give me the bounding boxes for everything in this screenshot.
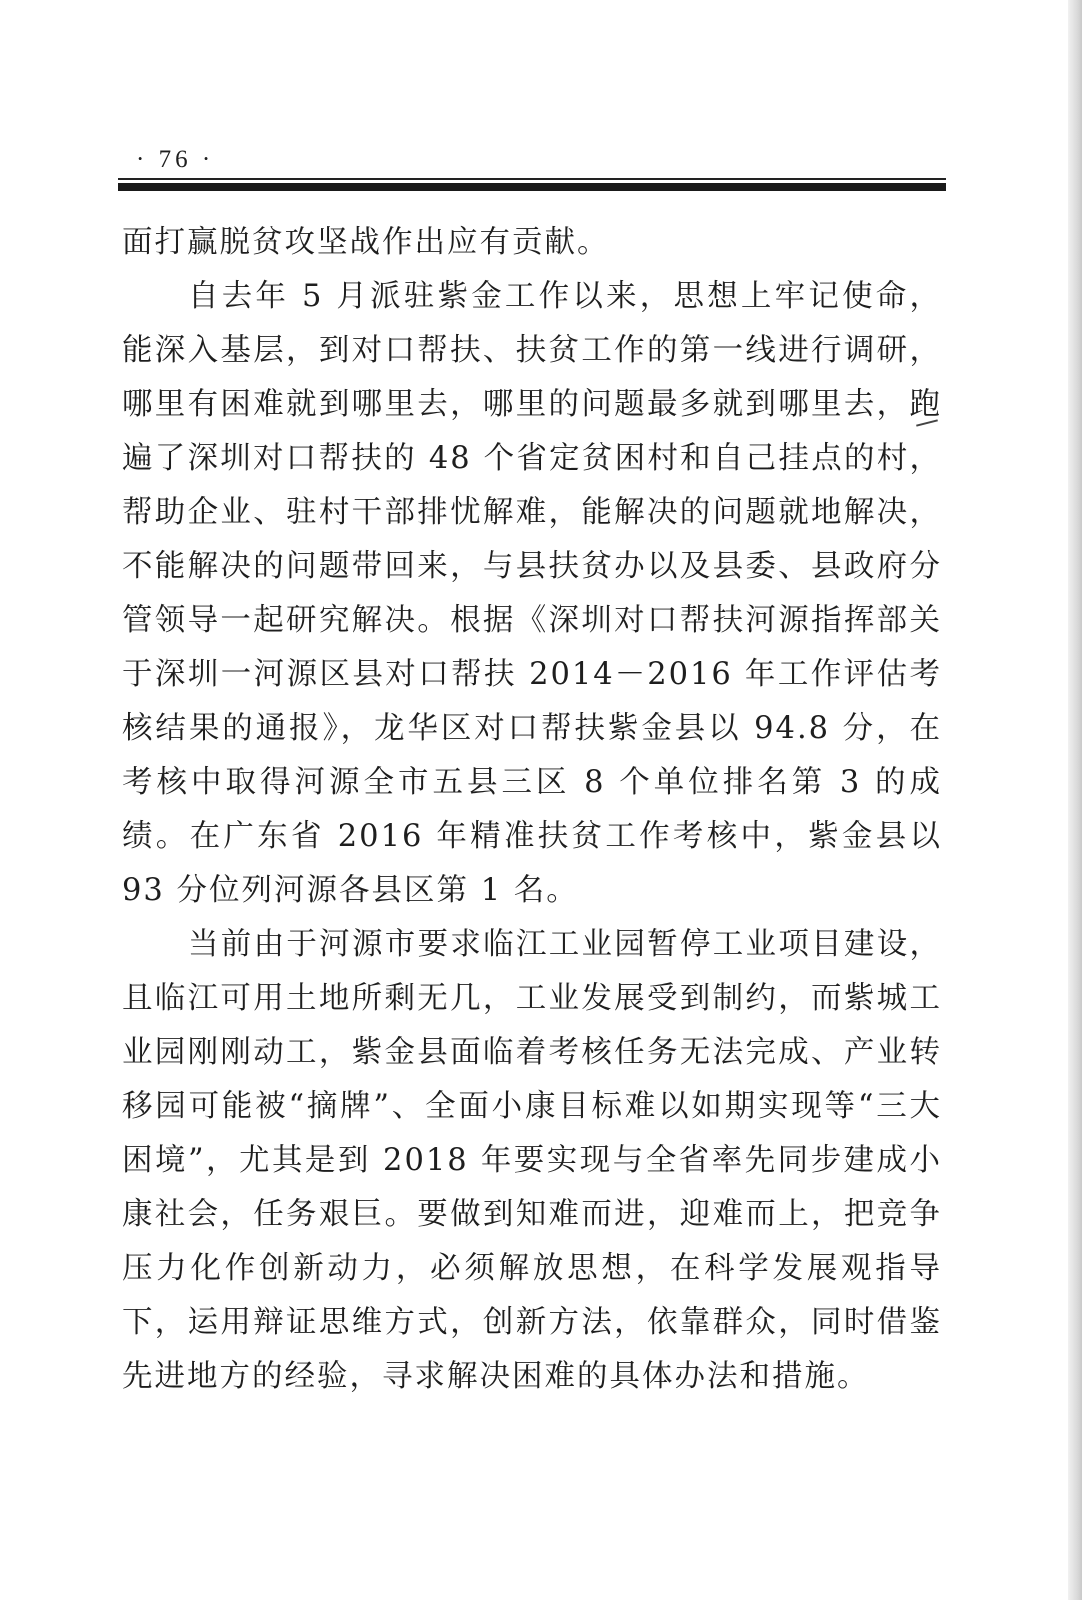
page-edge-shadow (1068, 0, 1082, 1600)
page-number: · 76 · (136, 146, 215, 173)
paragraph: 当前由于河源市要求临江工业园暂停工业项目建设，且临江可用土地所剩无几，工业发展受到制约，而紫城工业园刚刚动工，紫金县面临着考核任务无法完成、产业转移园可能被“摘牌”、全面小康目标难以如期实现等“三大困境”，尤其是到 2018 年要实现与全省率先同步建成小康社会，任务艰巨。要做到知难而进，迎难而上，把竞争压力化作创新动力，必须解放思想，在科学发展观指导下，运用辩证思维方式，创新方法，依靠群众，同时借鉴先进地方的经验，寻求解决困难的具体办法和措施。 (122, 927, 942, 1394)
paragraph: 自去年 5 月派驻紫金工作以来，思想上牢记使命，能深入基层，到对口帮扶、扶贫工作的第一线进行调研，哪里有困难就到哪里去，哪里的问题最多就到哪里去，跑遍了深圳对口帮扶的 48 个省定贫困村和自己挂点的村，帮助企业、驻村干部排忧解难，能解决的问题就地解决，不能解决的问题带回来，与县扶贫办以及县委、县政府分管领导一起研究解决。根据《深圳对口帮扶河源指挥部关于深圳一河源区县对口帮扶 2014－2016 年工作评估考核结果的通报》，龙华区对口帮扶紫金县以 94.8 分，在考核中取得河源全市五县三区 8 个单位排名第 3 的成绩。在广东省 2016 年精准扶贫工作考核中，紫金县以 93 分位列河源各县区第 1 名。 (122, 279, 942, 908)
header-rule-thick (118, 183, 946, 191)
body-text (122, 216, 942, 1404)
paragraph-continuation: 面打赢脱贫攻坚战作出应有贡献。 (122, 225, 610, 260)
header-rule-thin (118, 178, 946, 180)
